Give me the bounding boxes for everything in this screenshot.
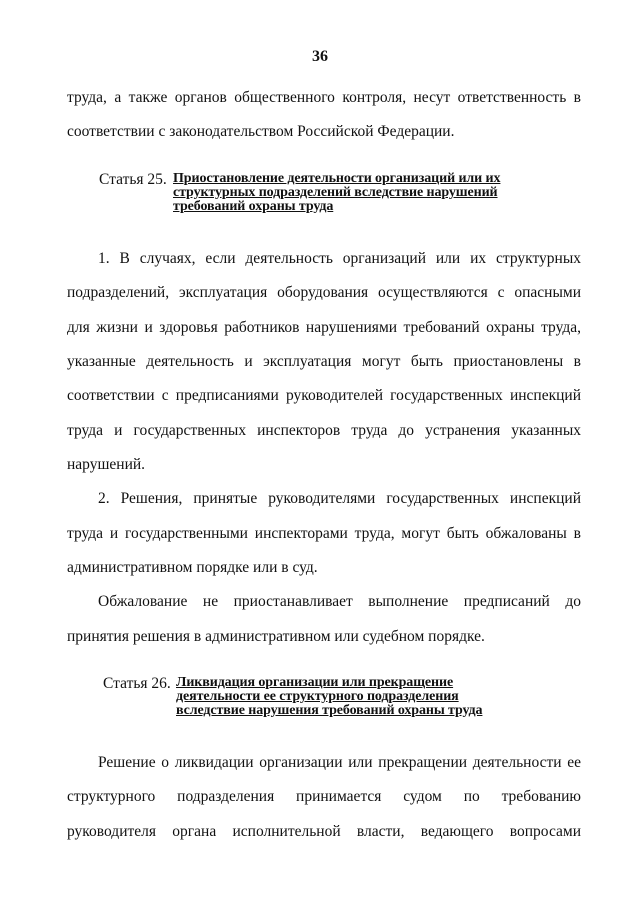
para-4-line-1: Решение о ликвидации организации или прекращении деятельности ее bbox=[98, 754, 581, 771]
article-26-title-line-1: Ликвидация организации или прекращение bbox=[176, 675, 454, 690]
para-1-line-6: труда и государственных инспекторов труда до устранения указанных bbox=[67, 422, 581, 439]
para-1-line-3: для жизни и здоровья работников нарушениями требований охраны труда, bbox=[67, 319, 581, 336]
para-1-line-4: указанные деятельность и эксплуатация могут быть приостановлены в bbox=[67, 353, 581, 370]
article-25-label: Статья 25. bbox=[99, 171, 167, 188]
para-2-line-2: труда и государственными инспекторами труда, могут быть обжалованы в bbox=[67, 525, 581, 542]
para-4-line-3: руководителя органа исполнительной власти, ведающего вопросами bbox=[67, 823, 581, 840]
para-2-line-1: 2. Решения, принятые руководителями государственных инспекций bbox=[98, 490, 581, 507]
para-3-line-1: Обжалование не приостанавливает выполнение предписаний до bbox=[98, 593, 581, 610]
intro-line-1: труда, а также органов общественного контроля, несут ответственность в bbox=[67, 89, 581, 106]
para-2-line-3: административном порядке или в суд. bbox=[67, 559, 318, 576]
para-1-line-5: соответствии с предписаниями руководителей государственных инспекций bbox=[67, 387, 581, 404]
page-number: 36 bbox=[312, 48, 328, 65]
article-25-title-line-1: Приостановление деятельности организаций или их bbox=[173, 171, 501, 186]
intro-line-2: соответствии с законодательством Российской Федерации. bbox=[67, 123, 455, 140]
article-26-label: Статья 26. bbox=[103, 675, 171, 692]
article-26-title-line-3: вследствие нарушения требований охраны труда bbox=[176, 703, 483, 718]
para-1-line-2: подразделений, эксплуатация оборудования осуществляются с опасными bbox=[67, 284, 581, 301]
article-25-title-line-3: требований охраны труда bbox=[173, 199, 334, 214]
article-26-title-line-2: деятельности ее структурного подразделения bbox=[176, 689, 459, 704]
para-4-line-2: структурного подразделения принимается судом по требованию bbox=[67, 788, 581, 805]
para-1-line-7: нарушений. bbox=[67, 456, 146, 473]
para-3-line-2: принятия решения в административном или судебном порядке. bbox=[67, 628, 485, 645]
article-25-title-line-2: структурных подразделений вследствие нарушений bbox=[173, 185, 498, 200]
para-1-line-1: 1. В случаях, если деятельность организаций или их структурных bbox=[98, 250, 581, 267]
